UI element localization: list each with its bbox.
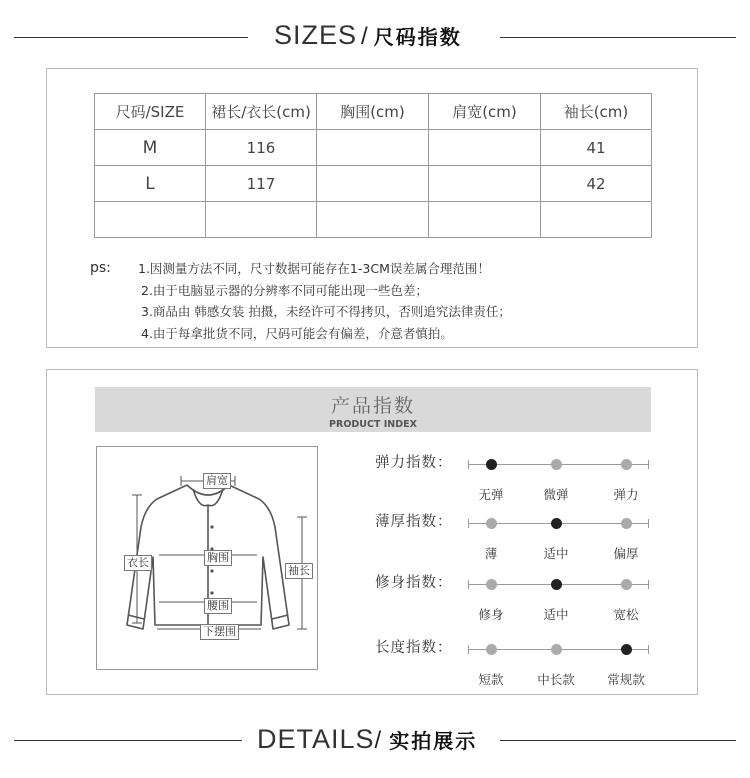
size-table <box>94 93 652 238</box>
details-title-en: DETAILS <box>257 724 375 754</box>
note-line: 3.商品由 韩感女装 拍摄，未经许可不得拷贝，否则追究法律责任； <box>141 304 511 319</box>
scale-dot <box>486 459 497 470</box>
sizes-title-slash: / <box>361 23 368 50</box>
option-label: 微弹 <box>543 487 569 502</box>
sizes-rule-left <box>14 37 248 38</box>
scale-dot <box>621 518 632 529</box>
note-line: 4.由于每拿批货不同，尺码可能会有偏差，介意者慎拍。 <box>141 325 453 341</box>
option-label: 适中 <box>543 546 569 561</box>
scale-dot <box>551 644 562 655</box>
index-row-elasticity <box>0 451 750 502</box>
table-cell <box>541 202 652 238</box>
index-scale <box>468 584 649 622</box>
details-rule-right <box>500 740 736 741</box>
scale-dot <box>486 579 497 590</box>
index-scale <box>468 649 649 687</box>
index-label: 弹力指数： <box>375 455 453 471</box>
tag-hem: 下摆围 <box>200 624 239 640</box>
table-cell <box>429 130 541 166</box>
size-table-header: 尺码/SIZE <box>95 94 206 130</box>
table-cell: 41 <box>541 130 652 166</box>
size-table-header: 袖长(cm) <box>541 94 652 130</box>
size-table-header: 胸围(cm) <box>317 94 429 130</box>
sizes-title-en: SIZES <box>274 20 358 50</box>
product-index-title-zh: 产品指数 <box>330 395 415 417</box>
details-rule-left <box>14 740 242 741</box>
scale-dot <box>551 459 562 470</box>
size-table-header-row <box>95 94 652 130</box>
index-scale <box>468 523 649 561</box>
table-cell <box>429 166 541 202</box>
size-table-header: 肩宽(cm) <box>429 94 541 130</box>
tag-chest: 胸围 <box>204 550 232 566</box>
table-cell <box>429 202 541 238</box>
table-cell <box>95 202 206 238</box>
index-label: 长度指数： <box>375 640 453 656</box>
table-cell: L <box>95 166 206 202</box>
size-table-header: 裙长/衣长(cm) <box>206 94 317 130</box>
scale-tick <box>468 645 469 654</box>
index-scale <box>468 464 649 502</box>
scale-tick <box>468 519 469 528</box>
table-row <box>95 130 652 166</box>
table-cell: 116 <box>206 130 317 166</box>
details-title-zh: 实拍展示 <box>389 729 478 753</box>
table-cell: 42 <box>541 166 652 202</box>
product-index-title-en: PRODUCT INDEX <box>329 419 417 430</box>
tag-length: 衣长 <box>124 555 152 571</box>
option-label: 常规款 <box>607 672 645 687</box>
tag-shoulder: 肩宽 <box>203 473 231 489</box>
scale-tick <box>648 580 649 589</box>
option-label: 薄 <box>484 546 498 561</box>
details-section-title <box>257 724 477 755</box>
scale-tick <box>468 460 469 469</box>
option-label: 中长款 <box>537 672 575 687</box>
option-label: 短款 <box>478 672 504 687</box>
scale-dot <box>621 459 632 470</box>
sizes-section-title <box>274 20 462 51</box>
option-label: 弹力 <box>613 487 639 502</box>
table-cell <box>317 202 429 238</box>
table-cell: M <box>95 130 206 166</box>
sizes-title-zh: 尺码指数 <box>373 25 462 49</box>
scale-dot <box>486 518 497 529</box>
table-cell <box>317 130 429 166</box>
product-index-header <box>95 387 651 432</box>
table-cell <box>206 202 317 238</box>
details-title-slash: / <box>374 727 382 754</box>
option-label: 适中 <box>543 607 569 622</box>
scale-dot <box>621 579 632 590</box>
table-cell: 117 <box>206 166 317 202</box>
index-label: 薄厚指数： <box>375 514 453 530</box>
scale-tick <box>648 645 649 654</box>
scale-dot <box>621 644 632 655</box>
index-row-fit <box>0 571 750 622</box>
option-label: 无弹 <box>478 487 504 502</box>
note-line: 1.因测量方法不同，尺寸数据可能存在1-3CM误差属合理范围！ <box>138 261 490 276</box>
notes-prefix: ps: <box>90 260 111 276</box>
note-line: 2.由于电脑显示器的分辨率不同可能出现一些色差； <box>141 282 428 298</box>
option-label: 修身 <box>478 607 504 622</box>
scale-tick <box>648 460 649 469</box>
table-cell <box>317 166 429 202</box>
scale-dot <box>486 644 497 655</box>
scale-dot <box>551 579 562 590</box>
scale-tick <box>468 580 469 589</box>
scale-tick <box>648 519 649 528</box>
scale-dot <box>551 518 562 529</box>
tag-sleeve: 袖长 <box>285 563 313 579</box>
sizes-rule-right <box>500 37 736 38</box>
option-label: 宽松 <box>613 607 639 622</box>
index-row-length <box>0 636 750 687</box>
option-label: 偏厚 <box>613 546 639 561</box>
index-label: 修身指数： <box>375 575 453 591</box>
table-row <box>95 202 652 238</box>
tag-waist: 腰围 <box>204 598 232 614</box>
table-row <box>95 166 652 202</box>
